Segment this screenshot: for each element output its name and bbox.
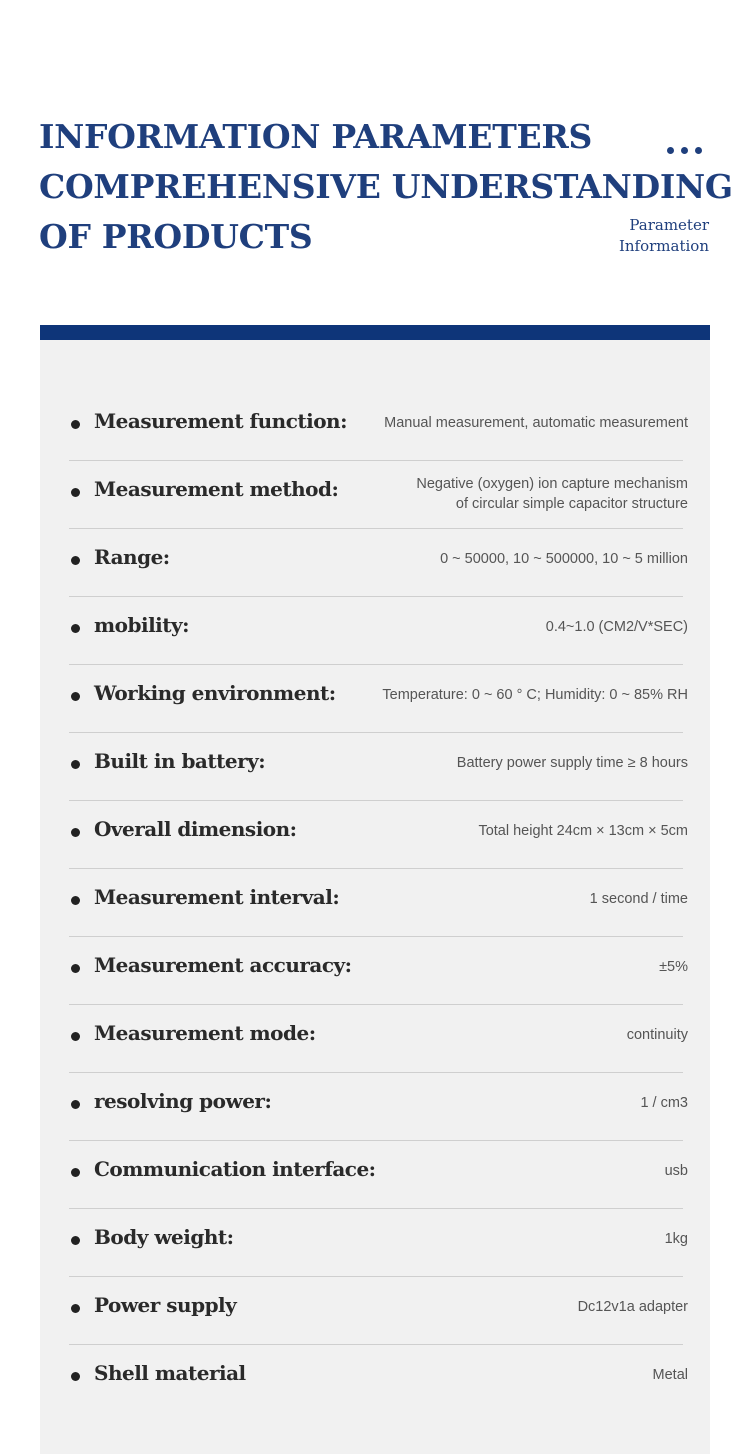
bullet-icon: [71, 896, 80, 905]
parameter-value: [546, 619, 688, 635]
parameter-value: [478, 823, 688, 839]
parameter-value: [665, 1163, 688, 1179]
parameter-value-line: 0 ~ 50000, 10 ~ 500000, 10 ~ 5 million: [440, 551, 688, 567]
parameter-list: [69, 393, 688, 1412]
parameter-row: [69, 529, 688, 597]
parameter-row: [69, 665, 688, 733]
parameter-row: [69, 1345, 688, 1412]
bullet-icon: [71, 1236, 80, 1245]
parameter-label: Range:: [94, 545, 170, 569]
parameter-value-line: ±5%: [659, 959, 688, 975]
bullet-icon: [71, 828, 80, 837]
parameter-value-line: usb: [664, 1163, 688, 1179]
parameter-value-line: Metal: [652, 1367, 688, 1383]
parameter-value-line: Dc12v1a adapter: [577, 1299, 688, 1315]
parameter-value-line: 1 / cm3: [640, 1095, 688, 1111]
parameter-label: Measurement interval:: [94, 885, 340, 909]
parameter-label: mobility:: [94, 613, 190, 637]
parameter-value-line: Temperature: 0 ~ 60 ° C; Humidity: 0 ~ 85% RH: [382, 687, 688, 703]
bullet-icon: [71, 556, 80, 565]
parameter-value-line: continuity: [626, 1027, 688, 1043]
parameter-row: [69, 597, 688, 665]
parameter-value-line: Total height 24cm × 13cm × 5cm: [478, 823, 688, 839]
bullet-icon: [71, 1304, 80, 1313]
parameter-label: Power supply: [94, 1293, 237, 1317]
bullet-icon: [71, 420, 80, 429]
parameter-panel: [40, 340, 710, 1454]
bullet-icon: [71, 1032, 80, 1041]
bullet-icon: [71, 1100, 80, 1109]
parameter-label: Shell material: [94, 1361, 246, 1385]
parameter-value-line: Manual measurement, automatic measurement: [384, 415, 688, 431]
parameter-label: Working environment:: [94, 681, 336, 705]
decorative-dots-icon: [667, 147, 702, 154]
bullet-icon: [71, 488, 80, 497]
parameter-value: [627, 1027, 688, 1043]
parameter-row: [69, 1141, 688, 1209]
parameter-value: [382, 687, 688, 703]
side-label-line-2: Information: [618, 237, 709, 255]
headline-line-3: OF PRODUCTS: [39, 217, 313, 256]
parameter-value: [416, 474, 688, 514]
parameter-row: [69, 1005, 688, 1073]
headline-line-2: COMPREHENSIVE UNDERSTANDING: [39, 167, 733, 206]
parameter-value: [590, 891, 688, 907]
parameter-value: [659, 959, 688, 975]
parameter-value: [578, 1299, 688, 1315]
bullet-icon: [71, 1372, 80, 1381]
parameter-label: Measurement accuracy:: [94, 953, 352, 977]
parameter-value: [640, 1095, 688, 1111]
bullet-icon: [71, 624, 80, 633]
side-label-line-1: Parameter: [629, 216, 709, 234]
parameter-row: [69, 733, 688, 801]
bullet-icon: [71, 1168, 80, 1177]
parameter-row: [69, 461, 688, 529]
parameter-label: Communication interface:: [94, 1157, 376, 1181]
parameter-label: Body weight:: [94, 1225, 234, 1249]
side-label: [619, 215, 709, 257]
parameter-value: [384, 415, 688, 431]
parameter-value-line: of circular simple capacitor structure: [455, 496, 688, 512]
parameter-value-line: 0.4~1.0 (CM2/V*SEC): [545, 619, 688, 635]
parameter-row: [69, 1277, 688, 1345]
parameter-value-line: Battery power supply time ≥ 8 hours: [456, 755, 688, 771]
parameter-row: [69, 869, 688, 937]
headline-line-1: INFORMATION PARAMETERS: [39, 117, 593, 156]
parameter-value-line: 1kg: [664, 1231, 688, 1247]
parameter-label: Measurement mode:: [94, 1021, 316, 1045]
parameter-label: Measurement function:: [94, 409, 347, 433]
parameter-value: [665, 1231, 688, 1247]
parameter-row: [69, 393, 688, 461]
parameter-value: [457, 755, 688, 771]
bullet-icon: [71, 692, 80, 701]
parameter-label: Measurement method:: [94, 477, 339, 501]
bullet-icon: [71, 760, 80, 769]
parameter-row: [69, 801, 688, 869]
parameter-value: [440, 551, 688, 567]
parameter-value-line: 1 second / time: [589, 891, 688, 907]
parameter-label: Built in battery:: [94, 749, 266, 773]
parameter-row: [69, 937, 688, 1005]
parameter-label: Overall dimension:: [94, 817, 297, 841]
header-divider-bar: [40, 325, 710, 340]
parameter-label: resolving power:: [94, 1089, 272, 1113]
parameter-value-line: Negative (oxygen) ion capture mechanism: [416, 476, 688, 492]
parameter-row: [69, 1073, 688, 1141]
bullet-icon: [71, 964, 80, 973]
parameter-row: [69, 1209, 688, 1277]
parameter-value: [653, 1367, 688, 1383]
